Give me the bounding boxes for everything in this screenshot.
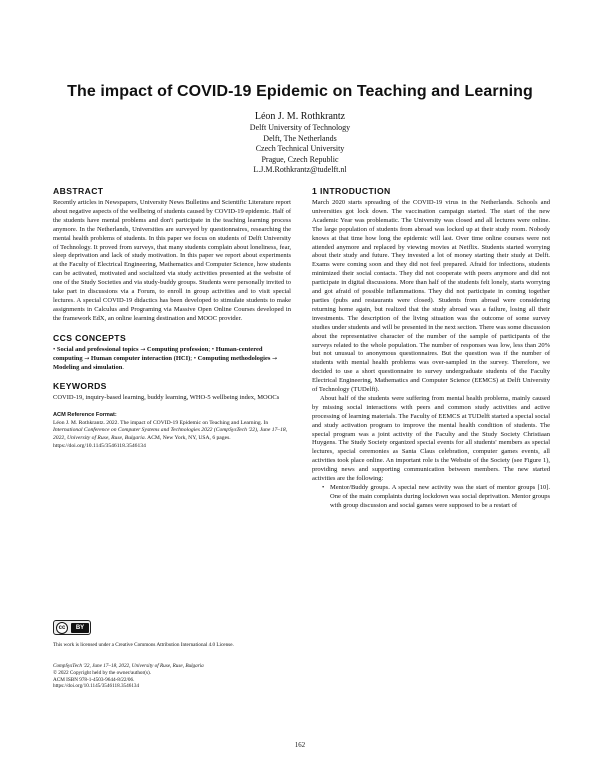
ccs-item-1-a: Social and professional topics xyxy=(56,345,139,353)
page-number: 162 xyxy=(294,742,306,749)
reference-format xyxy=(53,412,291,450)
introduction-paragraph-2: About half of the students were suffering from mental health problems, mainly caused by missing social interactions with peers and common study activities and active processing of learning materials. The Faculty of EEMCS at TUDelft started a special social and study activation program to improve the mental health condition of students. The special program was a joint activity of the Faculty and the Study Society Christiaan Huygens. The Study Society organized special events for all students' members as special lectures, special ceremonies as Santa Claus celebration, computer games events, all activities took place online. An important role is the Website of the Society (see Figure 1), providing news and supporting communication between members. The new started activities are the following: xyxy=(312,394,550,483)
isbn-line: ACM ISBN 978-1-4503-9644-8/22/06. xyxy=(53,676,135,683)
introduction-heading: 1 INTRODUCTION xyxy=(312,186,391,196)
keywords-text: COVID-19, inquiry-based learning, buddy learning, WHO-5 wellbeing index, MOOCs xyxy=(53,394,280,402)
keywords-heading: KEYWORDS xyxy=(53,381,107,392)
paper-title: The impact of COVID-19 Epidemic on Teaching and Learning xyxy=(67,83,533,100)
abstract-section xyxy=(53,186,291,324)
author-block xyxy=(0,110,600,176)
author-location-2: Prague, Czech Republic xyxy=(261,154,339,164)
cc-by-license-icon[interactable] xyxy=(53,620,91,635)
left-column xyxy=(53,186,291,459)
author-email[interactable]: L.J.M.Rothkrantz@tudelft.nl xyxy=(253,165,347,175)
ccs-heading: CCS CONCEPTS xyxy=(53,332,127,343)
reference-format-heading: ACM Reference Format: xyxy=(53,412,117,419)
introduction-paragraph-1: March 2020 starts spreading of the COVID-19 virus in the Netherlands. Schools and universities got lock down. The vaccination campaign started. The start of the new Academic Year was problematic. The University was closed and all lectures were online. The large population of students from abroad was locked up at their study room. Nobody knows at that time how long the epidemic will last. Over time online courses were not attended anymore and replaced by viewing movies at Netflix. Students started worrying about their study and future. They invested a lot of money starting their study at Delft. Exams were coming soon and they did not feel prepared. Afraid for infections, students minimized their social contacts. They did not cooperate with peers anymore and did not participate in digital discussions. More than half of the students felt lonely, starts worrying and got afraid of possible inflammations. They did not participate in coming together parties (pubs and restaurants were closed). Students from abroad were considering returning home again, but realized that the study abroad was a failure, losing all their investments. The description of the living situation was the outcome of some survey studies under students and will be presented in the next section. There was some discussion about the representative character of the number of the sample of participants of the surveys related to the whole population. The number of responses was low, less than 20% but not unusual to anonymous questionnaires. But the question was if the number of students with mental health problems was over-sampled in the survey. Therefore, we decided to use a short questionnaire to survey undergraduate students of the Faculty Electrical Engineering, Mathematics and Computer Science (EEMCS) at Delft University of Technology (TUDelft). xyxy=(312,199,550,394)
author-location-1: Delft, The Netherlands xyxy=(263,133,337,143)
ccs-item-2-a: Human-centered computing xyxy=(53,345,263,362)
activity-list xyxy=(322,484,550,511)
keywords-section xyxy=(53,381,291,403)
ccs-section xyxy=(53,333,291,373)
copyright-line: © 2022 Copyright held by the owner/author(s). xyxy=(53,669,152,676)
doi-link[interactable]: https://doi.org/10.1145/3546118.3546134 xyxy=(53,683,140,690)
author-affiliation-1: Delft University of Technology xyxy=(249,123,351,132)
author-affiliation-2: Czech Technical University xyxy=(255,144,345,154)
cc-logo-icon: cc xyxy=(56,622,68,634)
ccs-item-3-a: Computing methodologies xyxy=(197,354,271,362)
ccs-item-3-b: Modeling and simulation xyxy=(53,363,123,371)
abstract-text: Recently articles in Newspapers, University News Bulletins and Scientific Literature report about negative aspects of the wellbeing of students caused by COVID-19 epidemic. Half of the students have mental problems and don't participate in the teaching learning process anymore. In the Netherlands, Universities are surveyed by questionnaires, researching the mental health problems of students. In this paper we focus on students of Delft University of Technology. It proved from surveys, that many students complain about loneliness, fear, sleep deprivation and lack of study motivation. In this paper we report about experiments at the Faculty of Electrical Engineering, Mathematics and Computer Science, how students can be activated, motivated and socialized via study activities presented at the website of one of the Study Societies and via study-buddy groups. Students were personally invited to take part in discussions via a Forum, to enroll in group activities and to visit special lectures. A special COVID-19 didactics has been developed to stimulate students to make assignments in Calculus and Programing via Massive Open Online Courses developed in the framework EdX, an online learning destination and MOOC provider. xyxy=(53,199,291,322)
right-column xyxy=(312,186,550,511)
reference-format-text: Léon J. M. Rothkrantz. 2022. The impact of COVID-19 Epidemic on Teaching and Learning. In International Conference on Computer Systems and Technologies 2022 (CompSysTech '22), June 17–18, 2022, University of Ruse, Ruse, Bulgaria. ACM, New York, NY, USA, 6 pages. https://doi.org/10.1145/3546118.3546134 xyxy=(53,419,288,449)
list-item: • Mentor/Buddy groups. A special new activity was the start of mentor groups [10]. One of the main complaints during lockdown was social deprivation. Mentor groups with group discussion and social games were supposed to be a restart of xyxy=(322,484,550,509)
conference-note xyxy=(53,663,291,690)
abstract-heading: ABSTRACT xyxy=(53,186,104,196)
bullet-icon: • xyxy=(322,484,325,491)
author-name: Léon J. M. Rothkrantz xyxy=(254,111,346,122)
ccs-concepts: • Social and professional topics → Computing profession; • Human-centered computing → Human computer interaction (HCI); • Computing methodologies → Modeling and simulation. xyxy=(53,345,278,371)
license-block xyxy=(53,620,291,649)
conference-name: CompSysTech '22, June 17–18, 2022, University of Ruse, Ruse, Bulgaria xyxy=(53,663,204,669)
license-text: This work is licensed under a Creative Commons Attribution International 4.0 License. xyxy=(53,642,234,648)
ccs-item-1-b: Computing profession xyxy=(146,345,209,353)
by-label: BY xyxy=(71,623,89,633)
ccs-item-2-b: Human computer interaction (HCI) xyxy=(90,354,191,362)
